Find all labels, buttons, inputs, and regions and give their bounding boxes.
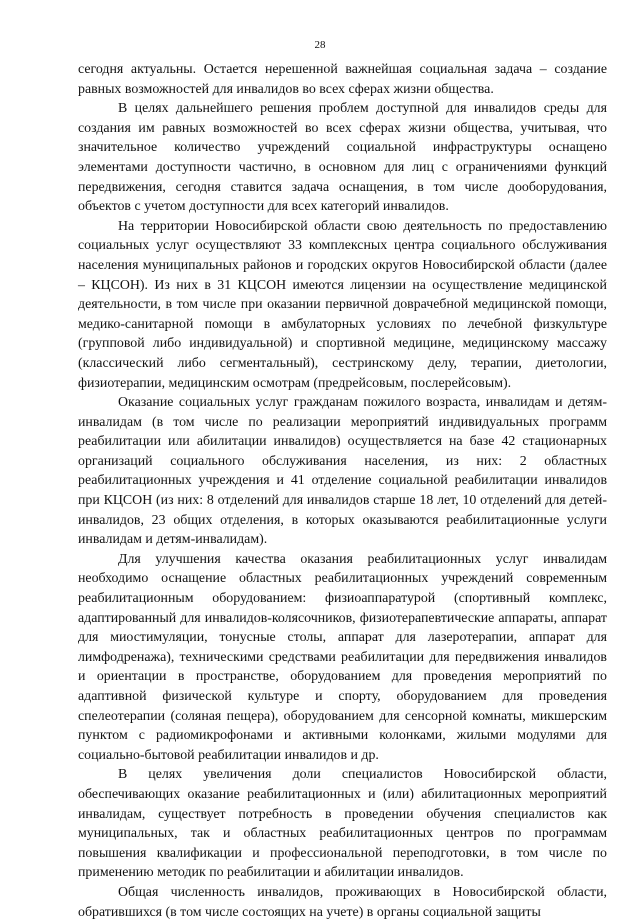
paragraph-disabled-population: Общая численность инвалидов, проживающих в Новосибирской области, обратившихся (в том числе состоящих на учете) в органы социальной защиты	[78, 884, 607, 920]
paragraph-stationary-organizations: Оказание социальных услуг гражданам пожилого возраста, инвалидам и детям-инвалидам (в том числе по реализации мероприятий индивидуальных программ реабилитации или абилитации инвалидов) осуществляется на базе 42 стационарных организаций социального обслуживания населения, из них: 2 областных реабилитационных учреждения и 41 отделение социальной реабилитации инвалидов при КЦСОН (из них: 8 отделений для инвалидов старше 18 лет, 10 отделений для детей-инвалидов, 23 общих отделения, в которых оказываются реабилитационные услуги инвалидам и детям-инвалидам).	[78, 395, 607, 548]
paragraph-specialist-training: В целях увеличения доли специалистов Новосибирской области, обеспечивающих оказание реабилитационных и (или) абилитационных мероприятий инвалидам, существует потребность в проведении обучения специалистов как муниципальных, так и областных реабилитационных центров по программам повышения квалификации и профессиональной переподготовки, в том числе по применению методик по реабилитации и абилитации инвалидов.	[78, 767, 607, 881]
paragraph-continuation: сегодня актуальны. Остается нерешенной важнейшая социальная задача – создание равных возможностей для инвалидов во всех сферах жизни общества.	[78, 62, 607, 97]
page-number: 28	[314, 39, 326, 51]
paragraph-kcson-centers: На территории Новосибирской области свою деятельность по предоставлению социальных услуг осуществляют 33 комплексных центра социального обслуживания населения муниципальных районов и городских округов Новосибирской области (далее – КЦСОН). Из них в 31 КЦСОН имеются лицензии на осуществление медицинской деятельности, в том числе при оказании первичной доврачебной медицинской помощи, медико-санитарной помощи в амбулаторных условиях по лечебной физкультуре (групповой либо индивидуальной) и спортивной медицине, медицинскому массажу (классический либо сегментальный), сестринскому делу, терапии, диетологии, физиотерапии, медицинским осмотрам (предрейсовым, послерейсовым).	[78, 218, 607, 391]
document-body	[78, 60, 607, 922]
paragraph-accessible-environment: В целях дальнейшего решения проблем доступной для инвалидов среды для создания им равных возможностей во всех сферах жизни общества, учитывая, что значительное количество учреждений социальной инфраструктуры оснащено элементами доступности частично, в основном для лиц с ограничениями функций передвижения, сегодня ставится задача оснащения, в том числе дооборудования, объектов с учетом доступности для всех категорий инвалидов.	[78, 101, 607, 215]
paragraph-rehabilitation-equipment: Для улучшения качества оказания реабилитационных услуг инвалидам необходимо оснащение областных реабилитационных учреждений современным реабилитационным оборудованием: физиоаппаратурой (спортивный комплекс, адаптированный для инвалидов-колясочников, физиотерапевтические аппараты, аппарат для миостимуляции, тонусные столы, аппарат для лазеротерапии, аппарат для лимфодренажа), техническими средствами реабилитации для передвижения инвалидов и ориентации в пространстве, оборудованием для проведения мероприятий по адаптивной физической культуре и спорту, оборудованием для проведения спелеотерапии (соляная пещера), оборудованием для сенсорной комнаты, микшерским пунктом с радиомикрофонами и активными колонками, жилыми модулями для социально-бытовой реабилитации инвалидов и др.	[78, 551, 607, 763]
